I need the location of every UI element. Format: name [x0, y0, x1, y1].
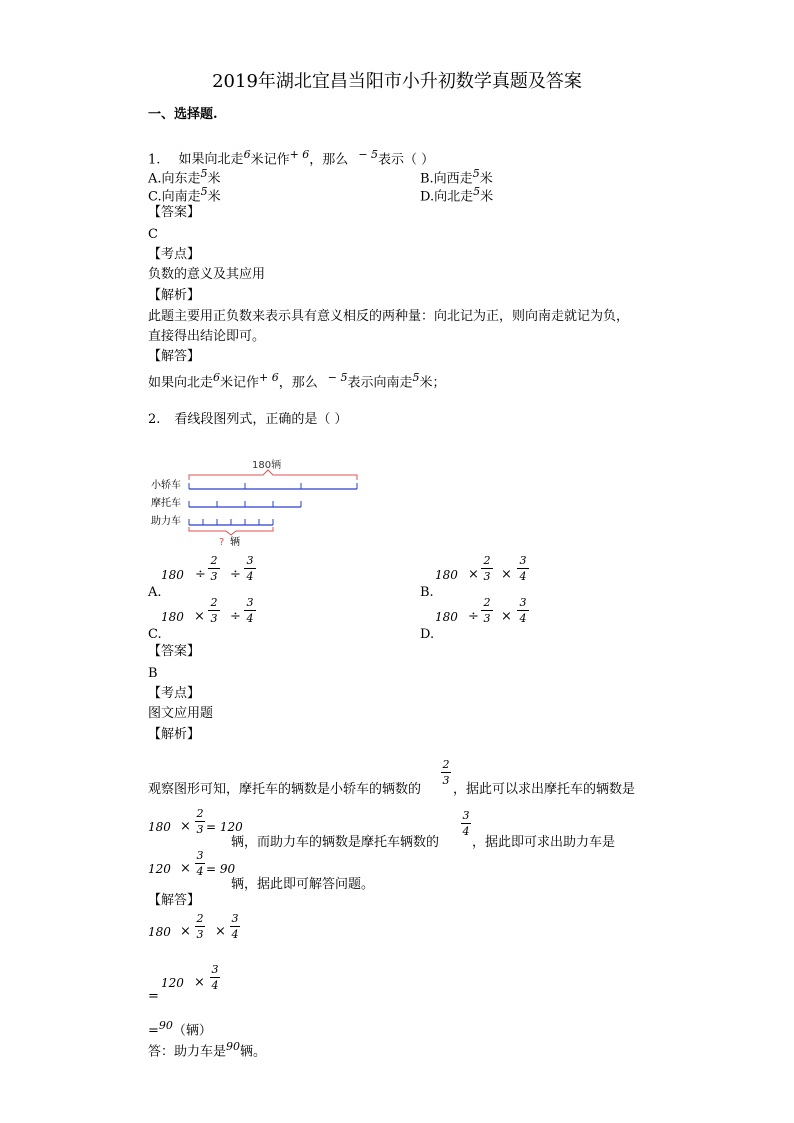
option-label: A.	[148, 585, 162, 600]
q2-analysis-heading: 【解析】	[148, 727, 201, 742]
final-text: 辆。	[240, 1044, 267, 1060]
fraction-denominator: 4	[462, 825, 470, 838]
option-label: D.	[420, 627, 435, 642]
q2-final-answer	[148, 1041, 266, 1058]
option-label: A.向东走	[148, 171, 201, 187]
expr-operator: ÷	[195, 567, 206, 582]
q1-analysis-heading: 【解析】	[148, 288, 201, 303]
final-number: 90	[226, 1040, 241, 1053]
section-heading: 一、选择题.	[148, 107, 218, 122]
expr-operator: ×	[501, 567, 512, 582]
result-unit: （辆）	[172, 1023, 212, 1039]
row-label-car: 小轿车	[151, 480, 181, 491]
fraction-numerator: 2	[196, 912, 204, 925]
q1-answer-heading: 【答案】	[148, 205, 201, 220]
q2-analysis-line1: 观察图形可知，摩托车的辆数是小轿车的辆数的	[148, 782, 422, 797]
option-number: 5	[473, 185, 481, 198]
total-brace	[189, 470, 357, 480]
expr-operator: ×	[468, 567, 479, 582]
fraction-numerator: 2	[210, 596, 218, 609]
expr-fraction	[244, 597, 256, 624]
expr-fraction	[517, 597, 529, 624]
solution-text: 米记作	[220, 375, 260, 391]
solution-number: − 5	[327, 371, 348, 384]
expr-operator: ×	[215, 924, 226, 939]
q2-number: 2.	[148, 412, 161, 427]
solution-text: ，那么	[278, 375, 318, 391]
fraction-numerator: 3	[211, 963, 219, 976]
fraction-numerator: 3	[196, 849, 204, 862]
q1-keypoint-heading: 【考点】	[148, 247, 201, 262]
result-number: 90	[158, 1019, 173, 1032]
fraction-numerator: 2	[483, 554, 491, 567]
option-number: 5	[200, 185, 208, 198]
expr-operator: ÷	[230, 609, 241, 624]
fraction-numerator: 3	[462, 809, 470, 822]
q2-analysis-line2: 辆，而助力车的辆数是摩托车辆数的	[231, 835, 440, 850]
fraction-numerator: 3	[246, 554, 254, 567]
expr-fraction	[195, 850, 205, 877]
option-label: B.向西走	[420, 171, 473, 187]
q2-analysis-line1b: ，据此可以求出摩托车的辆数是	[453, 782, 636, 797]
q2-keypoint-heading: 【考点】	[148, 686, 201, 701]
q1-num-6: 6	[243, 148, 251, 161]
question-unit: 辆	[230, 537, 240, 547]
option-number: 5	[200, 167, 208, 180]
q2-keypoint: 图文应用题	[148, 706, 214, 721]
fraction-denominator: 4	[246, 570, 254, 583]
fraction-denominator: 4	[246, 612, 254, 625]
fraction-numerator: 3	[519, 554, 527, 567]
expr-result: = 90	[206, 862, 236, 876]
expr-fraction	[244, 555, 256, 582]
q1-stem	[148, 149, 434, 166]
q1-number: 1.	[148, 152, 161, 168]
solution-text: 表示向南走	[347, 375, 413, 391]
q1-answer: C	[148, 227, 158, 242]
option-unit: 米	[480, 189, 494, 205]
solution-number: 6	[213, 371, 221, 384]
expr-base: 180	[161, 610, 184, 624]
question-mark: ?	[219, 537, 225, 547]
option-number: 5	[472, 167, 480, 180]
q1-option-d	[420, 186, 493, 203]
option-unit: 米	[207, 189, 221, 205]
solution-text: 如果向北走	[148, 375, 214, 391]
row-label-moped: 助力车	[151, 516, 181, 527]
expr-fraction	[208, 597, 220, 624]
expr-fraction	[517, 555, 529, 582]
fraction-denominator: 3	[210, 612, 218, 625]
option-unit: 米	[479, 171, 493, 187]
expr-fraction	[195, 913, 205, 940]
total-label: 180辆	[252, 460, 282, 471]
q2-answer-heading: 【答案】	[148, 644, 201, 659]
analysis-fraction	[461, 810, 471, 837]
q2-text: 看线段图列式，正确的是（ ）	[174, 412, 348, 427]
expr-fraction	[208, 555, 220, 582]
fraction-denominator: 4	[196, 865, 204, 878]
expr-base: 180	[148, 820, 171, 834]
fraction-numerator: 2	[210, 554, 218, 567]
expr-operator: ×	[180, 819, 191, 834]
expr-operator: ÷	[230, 567, 241, 582]
q1-option-b	[420, 168, 493, 185]
fraction-numerator: 2	[196, 807, 204, 820]
q1-keypoint: 负数的意义及其应用	[148, 267, 266, 282]
q2-analysis-line3: 辆，据此即可解答问题。	[231, 877, 375, 892]
expr-operator: ×	[501, 609, 512, 624]
fraction-denominator: 3	[483, 612, 491, 625]
option-label: D.向北走	[420, 189, 474, 205]
line-segment-diagram	[148, 455, 368, 547]
fraction-denominator: 3	[196, 823, 204, 836]
expr-base: 120	[148, 862, 171, 876]
q1-text: 如果向北走	[178, 152, 244, 168]
q1-option-c	[148, 186, 221, 203]
q1-text: 米记作	[250, 152, 290, 168]
expr-operator: ÷	[468, 609, 479, 624]
expr-fraction	[210, 964, 220, 991]
option-label: C.向南走	[148, 189, 201, 205]
fraction-denominator: 4	[211, 979, 219, 992]
solution-number: 5	[412, 371, 420, 384]
q1-text: ，那么	[309, 152, 349, 168]
q2-answer: B	[148, 666, 158, 681]
analysis-fraction	[441, 759, 451, 786]
fraction-denominator: 3	[210, 570, 218, 583]
q1-solve-heading: 【解答】	[148, 349, 201, 364]
option-label: C.	[148, 627, 162, 642]
expr-operator: ×	[194, 609, 205, 624]
expr-base: 180	[161, 568, 184, 582]
expr-result: = 120	[206, 820, 243, 834]
expr-fraction	[481, 597, 493, 624]
moped-ticks	[189, 519, 273, 525]
expr-operator: ×	[180, 861, 191, 876]
car-ticks	[189, 483, 357, 489]
expr-operator: ×	[180, 924, 191, 939]
equals-sign: =	[148, 989, 159, 1004]
q1-minus5: − 5	[358, 148, 379, 161]
fraction-denominator: 3	[442, 774, 450, 787]
final-text: 答：助力车是	[148, 1044, 227, 1060]
q1-plus6: + 6	[289, 148, 310, 161]
expr-base: 120	[161, 976, 184, 990]
q2-stem	[148, 413, 348, 426]
expr-base: 180	[435, 568, 458, 582]
option-unit: 米	[207, 171, 221, 187]
fraction-numerator: 3	[246, 596, 254, 609]
fraction-numerator: 2	[442, 758, 450, 771]
fraction-denominator: 4	[231, 928, 239, 941]
option-label: B.	[420, 585, 434, 600]
fraction-denominator: 4	[519, 612, 527, 625]
moped-brace	[189, 527, 273, 535]
fraction-numerator: 3	[519, 596, 527, 609]
q1-text: 表示（ ）	[378, 152, 435, 168]
expr-operator: ×	[194, 975, 205, 990]
q2-solve-heading: 【解答】	[148, 893, 201, 908]
expr-base: 180	[148, 925, 171, 939]
row-label-motorcycle: 摩托车	[151, 498, 181, 509]
q1-solution	[148, 372, 446, 389]
fraction-denominator: 3	[483, 570, 491, 583]
expr-fraction	[195, 808, 205, 835]
fraction-denominator: 4	[519, 570, 527, 583]
fraction-denominator: 3	[196, 928, 204, 941]
q1-analysis-line1: 此题主要用正负数来表示具有意义相反的两种量：向北记为正，则向南走就记为负，	[148, 309, 630, 324]
motorcycle-ticks	[189, 501, 301, 507]
expr-fraction	[481, 555, 493, 582]
q2-solution-result	[148, 1020, 212, 1037]
expr-fraction	[230, 913, 240, 940]
q2-analysis-line2b: ，据此即可求出助力车是	[472, 835, 616, 850]
fraction-numerator: 3	[231, 912, 239, 925]
q1-analysis-line2: 直接得出结论即可。	[148, 329, 266, 344]
solution-number: + 6	[259, 371, 279, 384]
equals-sign: =	[148, 1023, 159, 1039]
fraction-numerator: 2	[483, 596, 491, 609]
page-title: 2019年湖北宜昌当阳市小升初数学真题及答案	[212, 71, 582, 92]
solution-text: 米；	[419, 375, 446, 391]
expr-base: 180	[435, 610, 458, 624]
q1-option-a	[148, 168, 221, 185]
